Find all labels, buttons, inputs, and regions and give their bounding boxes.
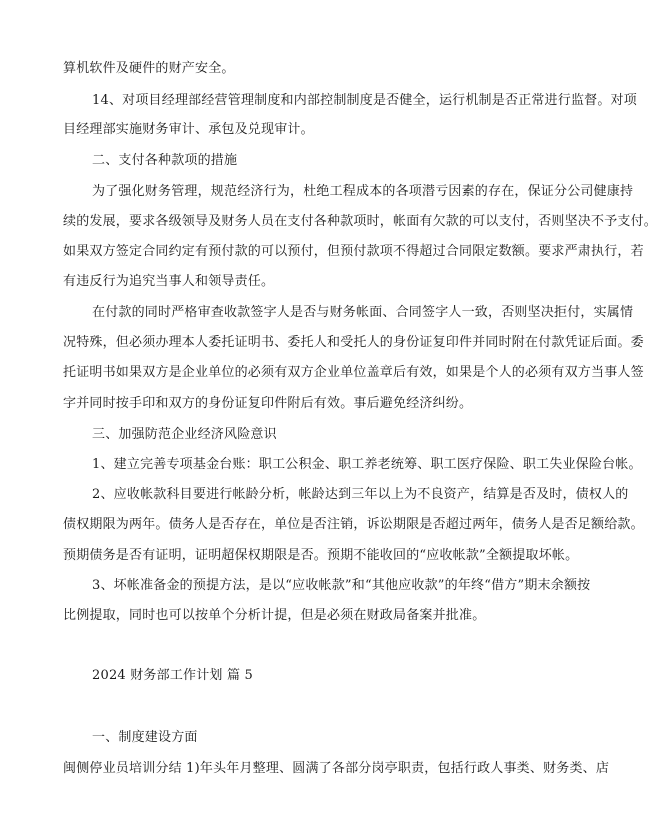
text-line: 托证明书如果双方是企业单位的必须有双方企业单位盖章后有效，如果是个人的必须有双方当事人签 xyxy=(63,365,644,380)
text-line: 有违反行为追究当事人和领导责任。 xyxy=(63,274,275,289)
text-line: 2、应收帐款科目要进行帐龄分析，帐龄达到三年以上为不良资产，结算是否及时，债权人的 xyxy=(92,487,629,502)
text-line: 在付款的同时严格审查收款签字人是否与财务帐面、合同签字人一致，否则坚决拒付，实属情 xyxy=(92,305,634,320)
section-heading: 二、支付各种款项的措施 xyxy=(92,153,238,168)
text-line: 字并同时按手印和双方的身份证复印件附后有效。事后避免经济纠纷。 xyxy=(63,396,473,411)
text-line: 算机软件及硬件的财产安全。 xyxy=(63,61,235,76)
text-line: 14、对项目经理部经营管理制度和内部控制制度是否健全，运行机制是否正常进行监督。对项 xyxy=(92,93,637,108)
text-line: 为了强化财务管理，规范经济行为，杜绝工程成本的各项潜亏因素的存在，保证分公司健康持 xyxy=(92,184,634,199)
section-heading: 三、加强防范企业经济风险意识 xyxy=(92,427,277,442)
text-line: 预期债务是否有证明，证明超保权期限是否。预期不能收回的“应收帐款”全额提取坏帐。 xyxy=(63,548,579,563)
text-line: 比例提取，同时也可以按单个分析计提，但是必须在财政局备案并批准。 xyxy=(63,608,486,623)
text-line: 3、坏帐准备金的预提方法，是以“应收帐款”和“其他应收款”的年终“借方”期末余额按 xyxy=(92,578,591,593)
text-line: 况特殊，但必须办理本人委托证明书、委托人和受托人的身份证复印件并同时附在付款凭证后面。委 xyxy=(63,335,644,350)
section-heading: 一、制度建设方面 xyxy=(92,730,198,745)
text-line: 如果双方签定合同约定有预付款的可以预付，但预付款项不得超过合同限定数额。要求严肃执行，若 xyxy=(63,244,644,259)
document-title: 2024 财务部工作计划 篇 5 xyxy=(92,668,253,683)
text-line: 续的发展，要求各级领导及财务人员在支付各种款项时，帐面有欠款的可以支付，否则坚决不予支付。 xyxy=(63,214,657,229)
text-line: 闽侧停业员培训分结 1)年头年月整理、圆满了各部分岗亭职责，包括行政人事类、财务类、店 xyxy=(63,761,610,776)
text-line: 目经理部实施财务审计、承包及兑现审计。 xyxy=(63,122,314,137)
text-line: 债权期限为两年。债务人是否存在，单位是否注销，诉讼期限是否超过两年，债务人是否足额给款。 xyxy=(63,517,644,532)
text-line: 1、建立完善专项基金台账：职工公积金、职工养老统筹、职工医疗保险、职工失业保险台帐。 xyxy=(92,457,642,472)
